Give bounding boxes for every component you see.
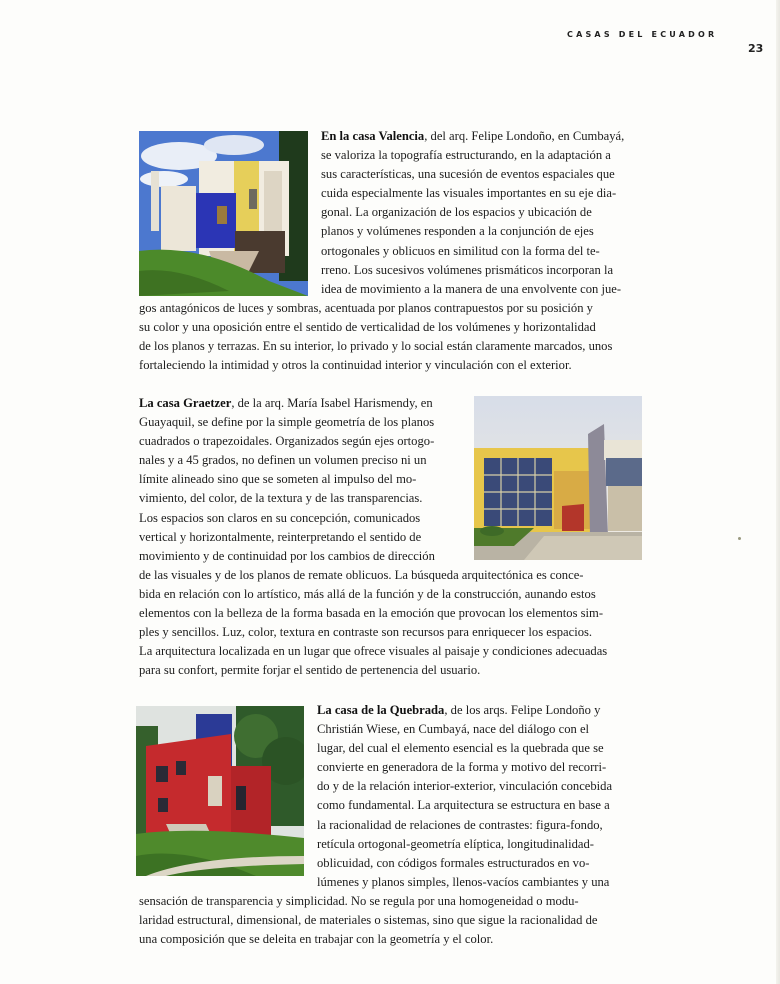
body-line: sus características, una sucesión de eventos espaciales que [321, 167, 615, 182]
body-line: retícula ortogonal-geometría elíptica, longitudinalidad- [317, 836, 594, 851]
section-casa-quebrada: La casa de la Quebrada, de los arqs. Felipe Londoño y Christián Wiese, en Cumbayá, nace del diálogo con el lugar, del cual el elemento esencial es la quebrada que se convierte en generadora de la forma y motivo del recorri- do y de la relación interior-exterior, vinculación concebida como fundamental. La arquitectura se estructura en base a la racionalidad de relaciones de contrastes: figura-fondo, retícula ortogonal-geometría elíptica, longitudinalidad- oblicuidad, con códigos formales estructurados en vo- lúmenes y planos simples, llenos-vacíos cambiantes y una sensación de transparencia y simplicidad. No se regula por una homogeneidad o modu- laridad estructural, dimensional, de materiales o sistemas, sino que sigue la racionalidad de una composición que se deleita en trabajar con la geometría y el color. [139, 701, 643, 949]
body-line: lúmenes y planos simples, llenos-vacíos cambiantes y una [317, 874, 610, 889]
section-casa-graetzer: La casa Graetzer, de la arq. María Isabel Harismendy, en Guayaquil, se define por la simple geometría de los planos cuadrados o trapezoidales. Organizados según ejes ortogo- nales y a 45 grados, no definen un volumen preciso ni un límite alineado sino que se someten al impulso del mo- vimiento, del color, de la textura y de las transparencias. Los espacios son claros en su concepción, comunicados vertical y horizontalmente, reinterpretando el sentido de movimiento y de continuidad por los cambios de dirección de las visuales y de los planos de remate oblicuos. La búsqueda arquitectónica es conce- bida en relación con lo artístico, más allá de la función y de la construcción, aunando estos elementos con la belleza de la forma basada en la emoción que provocan los elementos sim- ples y sencillos. Luz, color, textura en contraste son recursos para enriquecer los espacios. La arquitectura localizada en un lugar que ofrece visuales al paisaje y condiciones adecuadas para su confort, permite forjar el sentido de pertenencia del usuario. [139, 394, 643, 680]
body-line: elementos con la belleza de la forma basada en la emoción que provocan los elementos sim- [139, 606, 604, 621]
body-line: gonal. La organización de los espacios y ubicación de [321, 205, 592, 220]
body-line: nales y a 45 grados, no definen un volumen preciso ni un [139, 453, 427, 468]
body-line: rreno. Los sucesivos volúmenes prismáticos incorporan la [321, 262, 614, 277]
body-line: la racionalidad de relaciones de contrastes: figura-fondo, [317, 817, 603, 832]
body-line: fortaleciendo la intimidad y otros la continuidad interior y vinculación con el exterior. [139, 358, 572, 373]
heading-casa-graetzer: La casa Graetzer [139, 396, 232, 410]
ink-speck [738, 537, 741, 540]
body-line: ortogonales y oblicuos en similitud con la forma del te- [321, 243, 600, 258]
body-line: convierte en generadora de la forma y motivo del recorri- [317, 760, 607, 775]
body-line: sensación de transparencia y simplicidad. No se regula por una homogeneidad o modu- [139, 893, 579, 908]
body-line: idea de movimiento a la manera de una envolvente con jue- [321, 281, 622, 296]
body-line: una composición que se deleita en trabajar con la geometría y el color. [139, 932, 494, 947]
body-line: ples y sencillos. Luz, color, textura en contraste son recursos para enriquecer los espacios. [139, 625, 593, 640]
body-line: La arquitectura localizada en un lugar que ofrece visuales al paisaje y condiciones adecuadas [139, 644, 608, 659]
body-line: gos antagónicos de luces y sombras, acentuada por planos contrapuestos por su posición y [139, 300, 593, 315]
body-line: límite alineado sino que se someten al impulso del mo- [139, 472, 417, 487]
body-line: de las visuales y de los planos de remate oblicuos. La búsqueda arquitectónica es conce- [139, 567, 584, 582]
body-line: de los planos y terrazas. En su interior, lo privado y lo social están claramente marcados, unos [139, 339, 613, 354]
page-edge [776, 0, 780, 984]
page-number: 23 [748, 42, 764, 55]
body-line: laridad estructural, dimensional, de materiales o sistemas, sino que sigue la racionalidad de [139, 913, 598, 928]
body-line: planos y volúmenes responden a la conjunción de ejes [321, 224, 594, 239]
body-line: cuadrados o trapezoidales. Organizados según ejes ortogo- [139, 434, 435, 449]
body-line: Christián Wiese, en Cumbayá, nace del diálogo con el [317, 722, 590, 737]
body-line: oblicuidad, con códigos formales estructurados en vo- [317, 855, 590, 870]
body-line: do y de la relación interior-exterior, vinculación concebida [317, 779, 613, 794]
heading-casa-valencia: En la casa Valencia [321, 129, 425, 143]
section-casa-valencia: En la casa Valencia, del arq. Felipe Londoño, en Cumbayá, se valoriza la topografía estructurando, en la adaptación a sus características, una sucesión de eventos espaciales que cuida especialmente las visuales importantes en su eje dia- gonal. La organización de los espacios y ubicación de planos y volúmenes responden a la conjunción de ejes ortogonales y oblicuos en similitud con la forma del te- rreno. Los sucesivos volúmenes prismáticos incorporan la idea de movimiento a la manera de una envolvente con jue- gos antagónicos de luces y sombras, acentuada por planos contrapuestos por su posición y su color y una oposición entre el sentido de verticalidad de los volúmenes y horizontalidad de los planos y terrazas. En su interior, lo privado y lo social están claramente marcados, unos fortaleciendo la intimidad y otros la continuidad interior y vinculación con el exterior. [139, 127, 643, 375]
body-line: su color y una oposición entre el sentido de verticalidad de los volúmenes y horizontalidad [139, 319, 596, 334]
body-line: bida en relación con lo artístico, más allá de la función y de la construcción, aunando estos [139, 586, 596, 601]
body-line: cuida especialmente las visuales importantes en su eje dia- [321, 186, 617, 201]
body-line: lugar, del cual el elemento esencial es la quebrada que se [317, 741, 604, 756]
body-line: Guayaquil, se define por la simple geometría de los planos [139, 415, 435, 430]
body-line: Los espacios son claros en su concepción, comunicados [139, 510, 421, 525]
body-line: se valoriza la topografía estructurando, en la adaptación a [321, 148, 611, 163]
heading-casa-quebrada: La casa de la Quebrada [317, 703, 445, 717]
body-line: vimiento, del color, de la textura y de las transparencias. [139, 491, 423, 506]
body-line: vertical y horizontalmente, reinterpretando el sentido de [139, 529, 422, 544]
body-line: para su confort, permite forjar el sentido de pertenencia del usuario. [139, 663, 481, 678]
body-line: movimiento y de continuidad por los cambios de dirección [139, 548, 435, 563]
running-title: CASAS DEL ECUADOR [567, 30, 718, 39]
body-line: como fundamental. La arquitectura se estructura en base a [317, 798, 610, 813]
